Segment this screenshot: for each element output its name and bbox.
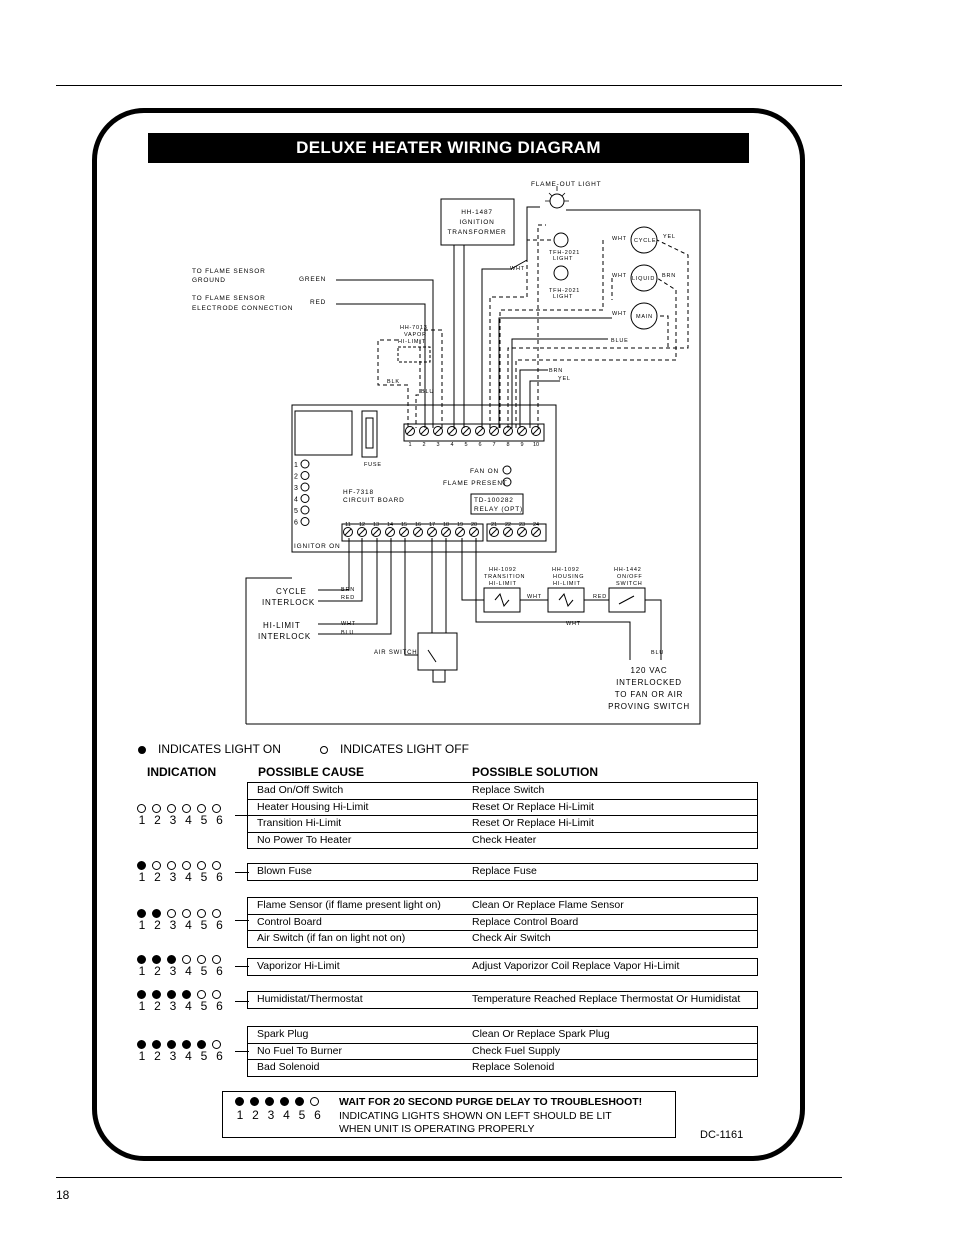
vapor-limit-3: HI-LIMIT: [398, 339, 426, 345]
light-number: 1: [236, 1108, 244, 1122]
terminal-number: 23: [518, 522, 526, 528]
terminal-number: 14: [386, 522, 394, 528]
board-led-number: 4: [294, 496, 298, 504]
terminal-slot: [533, 529, 539, 535]
solution-cell: Check Heater: [472, 833, 537, 846]
terminal-number: 8: [506, 442, 510, 448]
light-off-icon: [212, 990, 221, 999]
cause-table-group: [247, 863, 758, 881]
transition-limit-3: HI-LIMIT: [489, 581, 517, 587]
vac-note-4: PROVING SWITCH: [608, 702, 690, 711]
light-off-icon: [182, 909, 191, 918]
light-off-icon: [197, 804, 206, 813]
flame-sensor-ground-1: TO FLAME SENSOR: [192, 268, 266, 275]
table-row: [248, 815, 757, 832]
light-number: 6: [216, 918, 223, 932]
vac-note-2: INTERLOCKED: [616, 678, 682, 687]
indicator-lights: [137, 861, 233, 884]
light-on-icon: [295, 1097, 304, 1106]
legend-on: [138, 742, 281, 756]
light-off-icon: [167, 909, 176, 918]
indicator-lights: [137, 990, 233, 1013]
housing-limit-2: HOUSING: [553, 574, 585, 580]
terminal-number: 20: [470, 522, 478, 528]
board-led-number: 3: [294, 485, 298, 492]
cycle-interlock-1: CYCLE: [276, 587, 307, 596]
board-led: [301, 472, 309, 480]
empty-circle-icon: [320, 746, 328, 754]
light-number: 4: [185, 1049, 192, 1063]
light-off-icon: [152, 861, 161, 870]
light-1-label-b: LIGHT: [553, 256, 574, 262]
vapor-limit-2: VAPOR: [404, 332, 427, 338]
note-line-1: WAIT FOR 20 SECOND PURGE DELAY TO TROUBLESHOOT!: [339, 1096, 643, 1108]
light-on-icon: [152, 955, 161, 964]
terminal-number: 15: [400, 522, 408, 528]
connector-line: [235, 872, 249, 873]
light-number: 4: [185, 870, 192, 884]
light-off-icon: [197, 909, 206, 918]
light-on-icon: [152, 909, 161, 918]
terminal-slot: [449, 428, 455, 434]
light-number: 1: [138, 1049, 146, 1063]
flame-sensor-ground-2: GROUND: [192, 277, 226, 284]
header-indication: INDICATION: [147, 765, 217, 779]
terminal-slot: [491, 428, 497, 434]
relay-label-2: RELAY (OPT): [474, 506, 524, 513]
light-number: 6: [216, 1049, 223, 1063]
light-number: 4: [185, 999, 192, 1013]
light-on-icon: [137, 861, 146, 870]
light-off-icon: [137, 804, 146, 813]
board-led: [301, 518, 309, 526]
cause-table-group: [247, 897, 758, 948]
light-number: 1: [138, 813, 146, 827]
cause-cell: Bad Solenoid: [257, 1061, 320, 1073]
main-label: MAIN: [636, 314, 653, 320]
light-on-icon: [197, 1040, 206, 1049]
blu-label: BLU: [421, 389, 435, 395]
cause-cell: Control Board: [257, 915, 322, 928]
board-led: [301, 483, 309, 491]
cause-cell: Vaporizor Hi-Limit: [257, 960, 340, 972]
hi-limit-interlock-2: INTERLOCK: [258, 632, 311, 641]
terminal-number: 24: [532, 522, 540, 528]
table-row: [248, 930, 757, 947]
light-2-label-b: LIGHT: [553, 294, 574, 300]
solution-cell: Reset Or Replace Hi-Limit: [472, 817, 594, 829]
fan-on-led: [503, 466, 511, 474]
header-cause: POSSIBLE CAUSE: [258, 765, 365, 779]
connector-line: [235, 920, 249, 921]
fuse-label: FUSE: [364, 462, 382, 468]
light-number: 5: [200, 1049, 208, 1063]
wht-label-limit: WHT: [527, 594, 542, 600]
light-off-icon: [212, 804, 221, 813]
terminal-number: 9: [520, 442, 524, 448]
header-solution: POSSIBLE SOLUTION: [472, 765, 599, 779]
circuit-board-label-1: HF-7318: [343, 489, 374, 496]
legend-on-text: INDICATES LIGHT ON: [158, 742, 281, 756]
light-number: 3: [169, 870, 177, 884]
light-off-icon: [167, 861, 176, 870]
light-off-icon: [182, 955, 191, 964]
wht-label-light: WHT: [510, 266, 525, 272]
cause-cell: No Fuel To Burner: [257, 1044, 343, 1057]
board-led: [301, 495, 309, 503]
connector-line: [235, 1051, 249, 1052]
note-indicator-lights: [235, 1097, 319, 1106]
cause-cell: Spark Plug: [257, 1028, 309, 1040]
cause-table-group: [247, 958, 758, 976]
light-number: 2: [154, 918, 161, 932]
light-number: 5: [200, 813, 208, 827]
terminal-slot: [415, 529, 421, 535]
light-on-icon: [137, 909, 146, 918]
page-title: DELUXE HEATER WIRING DIAGRAM: [148, 133, 749, 163]
cause-table-group: [247, 991, 758, 1009]
terminal-slot: [519, 529, 525, 535]
blu-label-hilimit: BLU: [341, 630, 355, 636]
vapor-limit-1: HH-7013: [400, 325, 428, 331]
table-row: [248, 1027, 757, 1043]
terminal-slot: [401, 529, 407, 535]
cycle-interlock-2: INTERLOCK: [262, 598, 315, 607]
page-number: 18: [56, 1188, 70, 1202]
tfh-light-1: [554, 233, 568, 247]
light-off-icon: [212, 1040, 221, 1049]
light-number: 3: [267, 1108, 275, 1122]
light-on-icon: [137, 955, 146, 964]
light-1-label-a: TFH-2021: [549, 250, 581, 256]
light-number: 1: [138, 918, 146, 932]
connector-line: [235, 815, 249, 816]
terminal-slot: [373, 529, 379, 535]
light-on-icon: [250, 1097, 259, 1106]
legend-off: [320, 742, 469, 756]
hi-limit-interlock-1: HI-LIMIT: [263, 621, 301, 630]
light-number: 5: [200, 918, 208, 932]
note-indicator-numbers: [235, 1108, 323, 1122]
wht-label-liquid: WHT: [612, 273, 627, 279]
terminal-number: 6: [478, 442, 482, 448]
light-off-icon: [212, 955, 221, 964]
liquid-label: LIQUID: [632, 276, 656, 282]
blu-label-return: BLU: [651, 650, 665, 656]
table-row: [248, 832, 757, 849]
indicator-lights: [137, 1040, 233, 1063]
terminal-slot: [505, 529, 511, 535]
light-number: 2: [154, 964, 161, 978]
brn-label: BRN: [549, 368, 564, 374]
terminal-slot: [533, 428, 539, 434]
light-on-icon: [167, 1040, 176, 1049]
brn-label-cycle: BRN: [341, 587, 356, 593]
terminal-slot: [407, 428, 413, 434]
terminal-slot: [457, 529, 463, 535]
light-on-icon: [265, 1097, 274, 1106]
cause-cell: Bad On/Off Switch: [257, 784, 344, 796]
filled-circle-icon: [138, 746, 146, 754]
terminal-number: 5: [464, 442, 468, 448]
board-led-number: 1: [294, 462, 298, 469]
terminal-number: 4: [450, 442, 454, 448]
solution-cell: Check Fuel Supply: [472, 1044, 561, 1057]
terminal-number: 7: [492, 442, 496, 448]
light-on-icon: [137, 1040, 146, 1049]
fan-on-label: FAN ON: [470, 468, 499, 475]
terminal-slot: [421, 428, 427, 434]
light-number: 6: [216, 813, 223, 827]
terminal-slot: [463, 428, 469, 434]
solution-cell: Replace Solenoid: [472, 1061, 555, 1073]
board-led-number: 6: [294, 519, 298, 527]
cause-cell: Heater Housing Hi-Limit: [257, 800, 369, 813]
light-number: 2: [154, 999, 161, 1013]
housing-limit-3: HI-LIMIT: [553, 581, 581, 587]
connector-line: [235, 966, 249, 967]
table-row: [248, 898, 757, 914]
document-code: DC-1161: [700, 1129, 744, 1141]
flame-sensor-electrode-2: ELECTRODE CONNECTION: [192, 305, 294, 312]
blk-label: BLK: [387, 379, 400, 385]
board-led: [301, 506, 309, 514]
light-off-icon: [197, 990, 206, 999]
wht-label-main: WHT: [612, 311, 627, 317]
light-number: 4: [283, 1108, 290, 1122]
transformer-label-1: HH-1487: [461, 209, 493, 216]
green-wire-label: GREEN: [299, 276, 327, 283]
light-on-icon: [137, 990, 146, 999]
cause-cell: Transition Hi-Limit: [257, 817, 342, 829]
light-number: 4: [185, 813, 192, 827]
light-number: 3: [169, 964, 177, 978]
light-number: 4: [185, 964, 192, 978]
light-number: 6: [314, 1108, 321, 1122]
light-on-icon: [182, 1040, 191, 1049]
cause-cell: Air Switch (if fan on light not on): [257, 932, 406, 944]
light-number: 3: [169, 813, 177, 827]
wht-label-return: WHT: [566, 621, 581, 627]
cause-cell: Blown Fuse: [257, 865, 312, 877]
light-number: 2: [154, 870, 161, 884]
terminal-number: 10: [532, 442, 540, 448]
terminal-slot: [359, 529, 365, 535]
light-2-label-a: TFH-2021: [549, 288, 581, 294]
terminal-slot: [443, 529, 449, 535]
table-row: [248, 1043, 757, 1060]
terminal-number: 19: [456, 522, 464, 528]
light-off-icon: [182, 804, 191, 813]
light-off-icon: [310, 1097, 319, 1106]
tfh-light-2: [554, 266, 568, 280]
terminal-slot: [477, 428, 483, 434]
light-number: 5: [298, 1108, 306, 1122]
terminal-slot: [429, 529, 435, 535]
brn-label-liquid: BRN: [662, 273, 677, 279]
light-on-icon: [152, 990, 161, 999]
light-number: 1: [138, 870, 146, 884]
light-number: 1: [138, 964, 146, 978]
cause-table-group: [247, 782, 758, 849]
transition-limit-1: HH-1092: [489, 567, 517, 573]
indicator-lights: [137, 909, 233, 932]
terminal-slot: [491, 529, 497, 535]
terminal-slot: [387, 529, 393, 535]
yel-label-cycle: YEL: [663, 234, 676, 240]
circuit-board-label-2: CIRCUIT BOARD: [343, 497, 405, 504]
wht-label-hilimit: WHT: [341, 621, 356, 627]
solution-cell: Temperature Reached Replace Thermostat Or Humidistat: [472, 993, 741, 1005]
wht-label-cycle: WHT: [612, 236, 627, 242]
terminal-slot: [471, 529, 477, 535]
light-number: 6: [216, 964, 223, 978]
light-off-icon: [182, 861, 191, 870]
table-row: [248, 914, 757, 931]
flame-out-light-label: FLAME-OUT LIGHT: [531, 181, 602, 188]
blue-label: BLUE: [611, 338, 629, 344]
light-off-icon: [197, 861, 206, 870]
solution-cell: Replace Control Board: [472, 915, 579, 928]
terminal-number: 3: [436, 442, 440, 448]
transition-limit-2: TRANSITION: [484, 574, 526, 580]
solution-cell: Clean Or Replace Flame Sensor: [472, 899, 624, 911]
onoff-switch-3: SWITCH: [616, 581, 643, 587]
light-number: 5: [200, 870, 208, 884]
terminal-number: 13: [372, 522, 380, 528]
flame-sensor-electrode-1: TO FLAME SENSOR: [192, 295, 266, 302]
note-line-3: WHEN UNIT IS OPERATING PROPERLY: [339, 1123, 535, 1135]
transformer-label-3: TRANSFORMER: [447, 229, 507, 236]
table-row: [248, 783, 757, 799]
onoff-switch-2: ON/OFF: [617, 574, 643, 580]
relay-label-1: TD-100282: [474, 497, 514, 504]
table-row: [248, 1059, 757, 1076]
light-number: 4: [185, 918, 192, 932]
air-switch-base: [433, 670, 445, 682]
light-off-icon: [167, 804, 176, 813]
light-on-icon: [235, 1097, 244, 1106]
light-number: 6: [216, 870, 223, 884]
light-number: 1: [138, 999, 146, 1013]
purge-note: [222, 1091, 676, 1138]
cause-cell: No Power To Heater: [257, 833, 352, 846]
table-row: [248, 959, 757, 975]
red-label-limit: RED: [593, 594, 608, 600]
note-line-2: INDICATING LIGHTS SHOWN ON LEFT SHOULD BE LIT: [339, 1110, 612, 1122]
yel-label: YEL: [558, 376, 571, 382]
solution-cell: Replace Fuse: [472, 865, 537, 877]
air-switch-box: [418, 633, 457, 670]
light-on-icon: [167, 990, 176, 999]
terminal-number: 22: [504, 522, 512, 528]
terminal-number: 1: [408, 442, 412, 448]
flame-out-light: [550, 194, 564, 208]
fuse-element: [366, 418, 373, 448]
table-row: [248, 864, 757, 880]
board-led-number: 2: [294, 473, 298, 481]
solution-cell: Check Air Switch: [472, 932, 551, 944]
terminal-slot: [435, 428, 441, 434]
indicator-lights: [137, 955, 233, 978]
solution-cell: Reset Or Replace Hi-Limit: [472, 800, 594, 813]
light-number: 2: [154, 813, 161, 827]
terminal-slot: [519, 428, 525, 434]
table-row: [248, 992, 757, 1008]
terminal-number: 17: [428, 522, 436, 528]
terminal-slot: [505, 428, 511, 434]
light-number: 3: [169, 918, 177, 932]
table-row: [248, 799, 757, 816]
connector-line: [235, 1001, 249, 1002]
light-on-icon: [152, 1040, 161, 1049]
light-number: 6: [216, 999, 223, 1013]
cycle-label: CYCLE: [634, 238, 657, 244]
ignitor-on-label: IGNITOR ON: [294, 543, 341, 550]
light-number: 2: [252, 1108, 259, 1122]
light-off-icon: [212, 909, 221, 918]
onoff-switch-1: HH-1442: [614, 567, 642, 573]
light-number: 2: [154, 1049, 161, 1063]
terminal-number: 2: [422, 442, 426, 448]
terminal-number: 12: [358, 522, 366, 528]
indicator-lights: [137, 804, 233, 827]
light-number: 3: [169, 1049, 177, 1063]
light-number: 3: [169, 999, 177, 1013]
terminal-number: 18: [442, 522, 450, 528]
terminal-number: 11: [345, 522, 351, 528]
solution-cell: Replace Switch: [472, 784, 545, 796]
terminal-slot: [345, 529, 351, 535]
light-number: 5: [200, 999, 208, 1013]
air-switch-label: AIR SWITCH: [374, 650, 418, 656]
light-number: 5: [200, 964, 208, 978]
vac-note-3: TO FAN OR AIR: [614, 690, 684, 699]
board-led-number: 5: [294, 508, 298, 515]
light-on-icon: [280, 1097, 289, 1106]
flame-present-label: FLAME PRESENT: [443, 480, 508, 487]
board-chip: [295, 411, 352, 455]
terminal-number: 21: [490, 522, 498, 528]
terminal-number: 16: [414, 522, 422, 528]
transformer-label-2: IGNITION: [459, 219, 495, 226]
light-off-icon: [152, 804, 161, 813]
light-off-icon: [197, 955, 206, 964]
cause-cell: Humidistat/Thermostat: [257, 993, 363, 1005]
light-on-icon: [182, 990, 191, 999]
red-label-cycle: RED: [341, 595, 356, 601]
light-off-icon: [212, 861, 221, 870]
vac-note-1: 120 VAC: [630, 666, 668, 675]
solution-cell: Adjust Vaporizor Coil Replace Vapor Hi-Limit: [472, 960, 680, 972]
red-wire-label: RED: [310, 299, 327, 306]
board-led: [301, 460, 309, 468]
housing-limit-1: HH-1092: [552, 567, 580, 573]
cause-cell: Flame Sensor (if flame present light on): [257, 899, 441, 911]
legend-off-text: INDICATES LIGHT OFF: [340, 742, 469, 756]
cause-table-group: [247, 1026, 758, 1077]
light-on-icon: [167, 955, 176, 964]
solution-cell: Clean Or Replace Spark Plug: [472, 1028, 610, 1040]
